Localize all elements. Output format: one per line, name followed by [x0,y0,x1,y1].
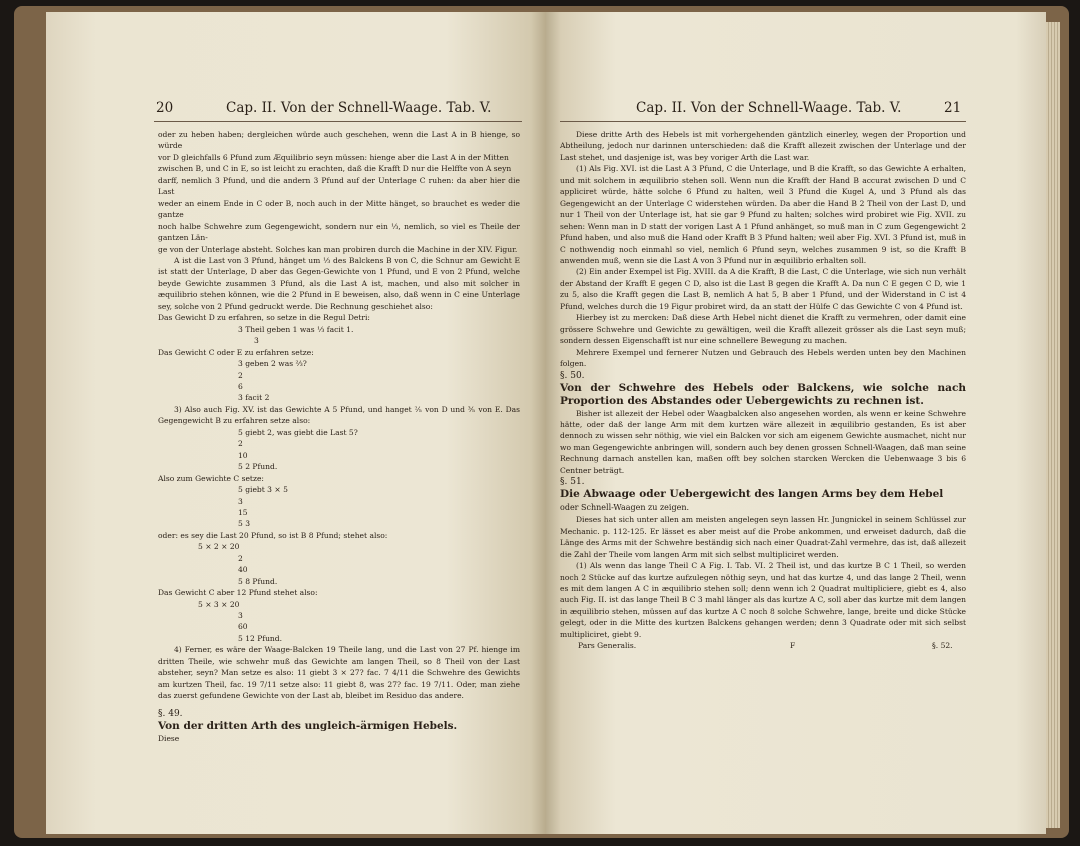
page-number: 21 [944,100,962,116]
page-edges [1046,22,1060,828]
calculation [158,599,520,645]
calc-line: 5 × 3 × 20 [198,599,240,609]
paragraph: 3) Also auch Fig. XV. ist das Gewichte A 5 Pfund, und hanget ⅖ von D und ⅗ von E. Das Gegengewicht B zu erfahren setze also: [158,404,520,426]
text-line: ge von der Unterlage absteht. Solches kan man probiren durch die Machine in der XIV. Figur. [158,244,518,254]
calculation [158,541,520,587]
text-line: vor D gleichfalls 6 Pfund zum Æquilibrio seyn müssen: hienge aber die Last A in der Mitten [158,152,509,162]
calc-intro: Das Gewicht C oder E zu erfahren setze: [158,347,314,357]
page-footer [560,640,966,652]
paragraph: (1) Als Fig. XVI. ist die Last A 3 Pfund, C die Unterlage, und B die Krafft, so das Gewichte A erhalten, und mit solchem in æquilibrio stehen soll. Wenn nun die Krafft der Hand B accurat zwischen D und C appliciret würde, hätte solche 6 Pfund zu halten, weil 3 Pfund die Kugel A, und 3 Pfund als das Gegengewicht an der Unterlage C widerstehen würden. Da aber die Hand B 2 Theil von der Last D, und nur 1 Theil von der Unterlage ist, hat sie gar 9 Pfund zu halten; solches wird probiret wie Fig. XVII. zu sehen: Wenn man in D statt der vorigen Last A 1 Pfund anhänget, so muß man in C zum Gegengewicht 2 Pfund haben, und also muß die Hand oder Krafft B 3 Pfund halten; weil aber Fig. XVI. 3 Pfund ist, muß in C nothwendig noch einmahl so viel, nemlich 6 Pfund seyn, welches zusammen 9 ist, so die Krafft B anwenden muß, wenn sie die Last A von 3 Pfund nur in æquilibrio erhalten soll. [560,164,966,265]
paragraph: Bisher ist allezeit der Hebel oder Waagbalcken also angesehen worden, als wenn er keine Schwehre hätte, oder daß der lange Arm mit dem kurtzen wäre allezeit in æquilibrio gestanden, Es ist aber dennoch zu wissen sehr nöthig, wie viel ein Balcken vor sich am eigenem Gewichte ausmachet, nicht nur wo man Gegengewichte anbringen will, sondern auch bey denen grossen Schnell-Waagen, daß man seine Rechnung darnach anstellen kan, maßen offt bey solchen starcken Wercken die Uebenwaage 3 bis 6 Centner beträgt. [560,408,966,475]
paragraph: Mehrere Exempel und fernerer Nutzen und Gebrauch des Hebels werden unten bey den Machinen folgen. [560,347,966,369]
left-page-body [158,129,520,744]
calc-intro: Das Gewicht D zu erfahren, so setze in die Regul Detri: [158,313,370,323]
calc-line: 5 3 [238,519,251,529]
calc-line: 5 giebt 2, was giebt die Last 5? [238,427,358,437]
calc-line: 5 8 Pfund. [238,576,278,586]
calc-line: 2 [238,439,243,449]
section-number: §. 50. [560,370,585,381]
section-number: §. 49. [158,708,183,719]
section-heading: Von der dritten Arth des ungleich-ärmigen Hebels. [158,719,458,732]
catchword: §. 52. [932,641,953,651]
calc-line: 3 geben 2 was ⅔? [238,359,307,369]
calc-intro: Das Gewicht C aber 12 Pfund stehet also: [158,588,318,598]
calc-line: 40 [238,565,248,575]
signature-mark: Pars Generalis. [578,641,637,651]
text-line: weder an einem Ende in C oder B, noch auch in der Mitte hänget, so brauchet es weder die gantze [158,198,520,220]
calculation [158,358,520,404]
calculation [158,484,520,530]
calc-line: 3 [254,336,259,346]
text-line: zwischen B, und C in E, so ist leicht zu erachten, daß die Krafft D nur die Helffte von A seyn [158,164,512,174]
gathering-letter: F [790,641,796,651]
section-heading: Die Abwaage oder Uebergewicht des langen Arms bey dem Hebel [560,488,944,501]
calc-line: 3 Theil geben 1 was ⅓ facit 1. [238,324,354,334]
calc-line: 5 × 2 × 20 [198,542,240,552]
calc-line: 5 12 Pfund. [238,633,283,643]
calc-line: 2 [238,553,243,563]
right-page [546,12,1046,834]
right-page-header [546,100,1046,124]
calc-line: 3 facit 2 [238,393,270,403]
text-line: noch halbe Schwehre zum Gegengewicht, sondern nur ein ⅓, nemlich, so viel es Theile der gantzen Län- [158,221,520,243]
calc-line: 60 [238,622,248,632]
calc-line: 3 [238,611,243,621]
header-rule [560,121,966,122]
paragraph: Dieses hat sich unter allen am meisten angelegen seyn lassen Hr. Jungnickel in seinem Schlüssel zur Mechanic. p. 112-125. Er lässet es aber meist auf die Probe ankommen, und erweiset dadurch, daß die Länge des Arms mit der Schwehre beständig sich nach einer Quadrat-Zahl vermehre, das ist, daß allezeit die Zahl der Theile vom langen Arm mit sich selbst multipliciret werden. [560,515,966,559]
calc-intro: Also zum Gewichte C setze: [158,473,264,483]
paragraph: (2) Ein ander Exempel ist Fig. XVIII. da A die Krafft, B die Last, C die Unterlage, wie sich nun verhält der Abstand der Krafft E gegen C D, also ist die Last B gegen die Krafft A. Da nun C E gegen C D, wie 1 zu 5, also die Krafft gegen die Last B, nemlich A hat 5, B aber 1 Pfund, und der Widerstand in C ist 4 Pfund, welches durch die 19 Figur probiret wird, da an statt der Hülfe C das Gewichte C von 4 Pfund ist. [560,267,966,311]
calc-line: 10 [238,450,248,460]
calc-line: 5 2 Pfund. [238,462,278,472]
text-line: oder zu heben haben; dergleichen würde auch geschehen, wenn die Last A in B hienge, so würde [158,130,520,151]
paragraph: 4) Ferner, es wäre der Waage-Balcken 19 Theile lang, und die Last von 27 Pf. hienge im dritten Theile, wie schwehr muß das Gewichte am langen Theil, so 8 Theil von der Last absteher, seyn? Man setze es also: 11 giebt 3 × 27? fac. 7 4/11 die Schwehre des Gewichts am kurtzen Theil, fac. 19 7/11 setze also: 11 giebt 8, was 27? fac. 19 7/11. Oder, man ziehe das zuerst gefundene Gewichte von der Last ab, bleibet im Residuo das andere. [158,645,520,701]
left-page [46,12,546,834]
calc-line: 6 [238,381,243,391]
running-header: Cap. II. Von der Schnell-Waage. Tab. V. [636,100,902,116]
paragraph: A ist die Last von 3 Pfund, hänget um ⅓ des Balckens B von C, die Schnur am Gewicht E ist statt der Unterlage, D aber das Gegen-Gewichte von 1 Pfund, und E von 2 Pfund, welche beyde Gewichte zusammen 3 Pfund, als die Last A ist, machen, und also mit solcher in æquilibrio stehen können, wie die 2 Pfund in E beweisen, also, daß wenn in C eine Unterlage sey, solche von 2 Pfund gedruckt werde. Die Rechnung geschiehet also: [158,255,520,311]
text-line: darff, nemlich 3 Pfund, und die andern 3 Pfund auf der Unterlage C ruhen: da aber hier die Last [158,175,520,197]
right-page-body [560,129,966,652]
left-page-header [46,100,546,124]
paragraph: Diese dritte Arth des Hebels ist mit vorhergehenden gäntzlich einerley, wegen der Proportion und Abtheilung, jedoch nur darinnen unterschieden: daß die Krafft allezeit zwischen der Unterlage und der Last stehet, und dasjenige ist, was bey voriger Arth die Last war. [560,130,966,162]
calculation [158,427,520,473]
page-number: 20 [156,100,174,116]
section-number: §. 51. [560,477,585,488]
calc-line: 5 giebt 3 × 5 [238,485,288,495]
section-heading: Von der Schwehre des Hebels oder Balckens, wie solche nach Proportion des Abstandes oder Uebergewichts zu rechnen ist. [560,381,966,407]
calc-line: 3 [238,496,243,506]
calc-intro: oder: es sey die Last 20 Pfund, so ist B 8 Pfund; stehet also: [158,530,388,540]
catchword: Diese [158,733,180,743]
running-header: Cap. II. Von der Schnell-Waage. Tab. V. [226,100,492,116]
paragraph: Hierbey ist zu mercken: Daß diese Arth Hebel nicht dienet die Krafft zu vermehren, oder damit eine grössere Schwehre und Gewichte zu gewältigen, weil die Krafft allezeit grösser als die Last seyn muß; sondern dessen Eigenschafft ist nur eine schnellere Bewegung zu machen. [560,313,966,346]
calculation [158,324,520,347]
section-subheading: oder Schnell-Waagen zu zeigen. [560,503,690,513]
paragraph: (1) Als wenn das lange Theil C A Fig. I. Tab. VI. 2 Theil ist, und das kurtze B C 1 Theil, so werden noch 2 Stücke auf das kurtze aufzulegen nöthig seyn, und hat das kurtze 4, und das lange 2 Theil, wenn es mit dem langen A C in æquilibrio stehen soll; denn wenn ich 2 Quadrat multipliciere, giebt es 4, also auch Fig. II. ist das lange Theil B C 3 mahl länger als das kurtze A C, soll aber das kurtze mit dem langen in æquilibrio stehen, müssen auf das kurtze A C noch 8 solche Schwehre, lange, breite und dicke Stücke gelegt, oder in die Mitte des kurtzen Balckens gehangen werden; denn 3 Quadrate oder mit sich selbst multipliciret, giebt 9. [560,561,966,639]
calc-line: 15 [238,507,248,517]
open-book [46,12,1046,834]
header-rule [154,121,522,122]
calc-line: 2 [238,370,243,380]
